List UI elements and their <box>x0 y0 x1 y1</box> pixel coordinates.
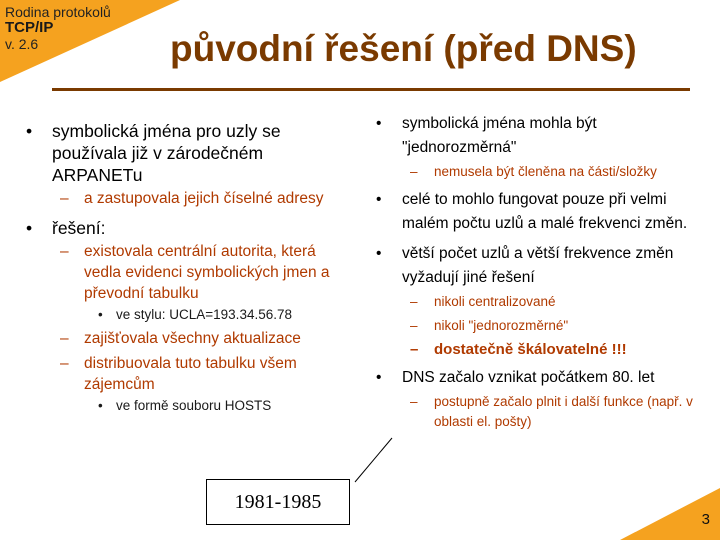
dash-icon: – <box>60 330 69 347</box>
dash-icon: – <box>410 318 418 333</box>
bullet-text: větší počet uzlů a větší frekvence změn vyžadují jiné řešení <box>402 245 674 286</box>
sub-bullet-text: distribuovala tuto tabulku všem zájemcům <box>84 355 297 393</box>
slide-title: původní řešení (před DNS) <box>170 28 637 69</box>
dash-icon: – <box>60 355 69 372</box>
course-name: Rodina protokolů <box>5 4 111 20</box>
sub-sub-bullet-text: ve formě souboru HOSTS <box>116 398 272 413</box>
bullet-dot-icon: • <box>26 218 33 238</box>
bullet-text: DNS začalo vznikat počátkem 80. let <box>402 369 655 386</box>
bullet-text: celé to mohlo fungovat pouze při velmi malém počtu uzlů a malé frekvenci změn. <box>402 191 688 232</box>
dash-icon: – <box>60 243 69 260</box>
dash-icon: – <box>410 394 418 409</box>
page-number: 3 <box>701 511 710 528</box>
sub-sub-bullet-text: ve stylu: UCLA=193.34.56.78 <box>116 307 292 322</box>
dash-icon: – <box>410 164 418 179</box>
dash-icon: – <box>410 294 418 309</box>
bullet-dot-icon: • <box>376 115 382 132</box>
date-callout: 1981-1985 <box>206 479 350 525</box>
course-version: v. 2.6 <box>5 36 39 52</box>
bullet-dot-icon: • <box>376 191 382 208</box>
sub-bullet-text: nikoli "jednorozměrné" <box>434 318 569 333</box>
bullet-text: řešení: <box>52 218 106 238</box>
dash-icon: – <box>410 341 419 358</box>
sub-bullet-text: dostatečně škálovatelné !!! <box>434 341 627 358</box>
dash-icon: – <box>60 190 69 207</box>
bullet-dot-icon: • <box>376 369 382 386</box>
sub-bullet-text: zajišťovala všechny aktualizace <box>84 330 301 347</box>
sub-bullet-text: a zastupovala jejich číselné adresy <box>84 190 324 207</box>
bullet-dot-icon: • <box>26 121 33 141</box>
sub-bullet-text: existovala centrální autorita, která vedla evidenci symbolických jmen a převodní tabulku <box>84 243 330 302</box>
bullet-dot-icon: • <box>376 245 382 262</box>
bullet-dot-icon: • <box>98 307 103 322</box>
sub-bullet-text: nikoli centralizované <box>434 294 556 309</box>
bullet-text: symbolická jména mohla být "jednorozměrná" <box>402 115 597 156</box>
course-subject: TCP/IP <box>5 19 54 36</box>
bullet-dot-icon: • <box>98 398 103 413</box>
callout-line <box>355 438 392 482</box>
sub-bullet-text: nemusela být členěna na části/složky <box>434 164 657 179</box>
sub-bullet-text: postupně začalo plnit i další funkce (např. v oblasti el. pošty) <box>434 394 693 429</box>
bullet-text: symbolická jména pro uzly se používala již v zárodečném ARPANETu <box>52 121 281 185</box>
